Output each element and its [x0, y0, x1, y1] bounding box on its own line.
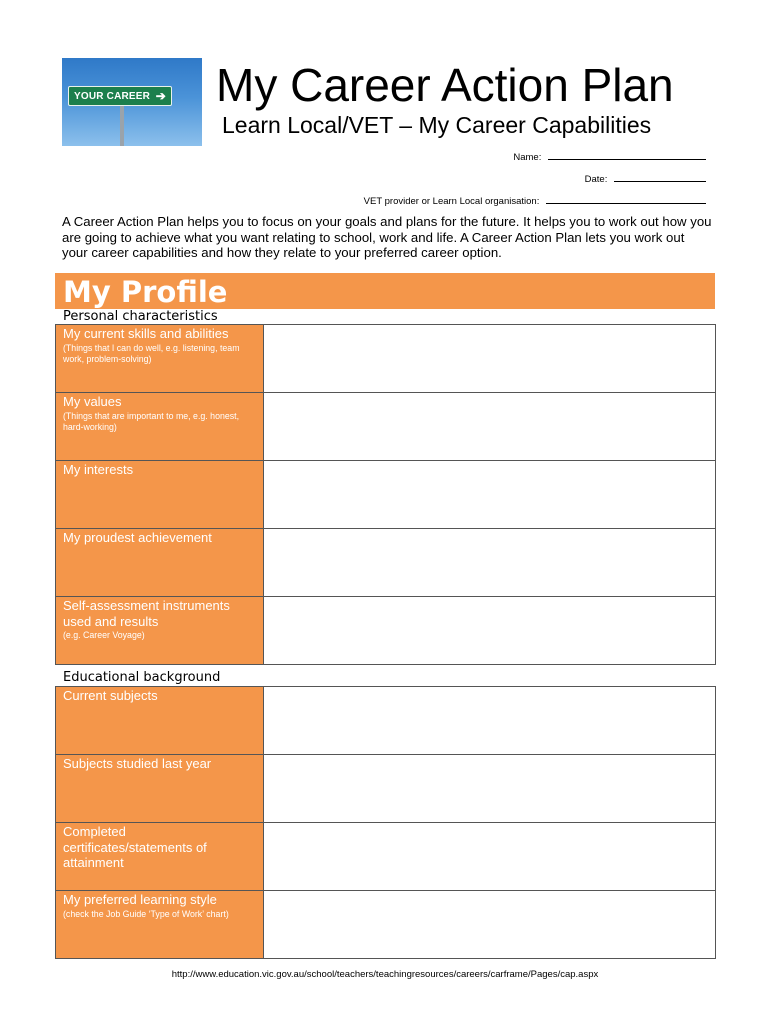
- answer-cell[interactable]: [264, 325, 716, 393]
- sign-text: YOUR CAREER: [74, 91, 151, 102]
- row-label: My preferred learning style: [63, 892, 217, 907]
- answer-cell[interactable]: [264, 891, 716, 959]
- row-label: Current subjects: [63, 688, 158, 703]
- answer-cell[interactable]: [264, 529, 716, 597]
- row-label-cell: [56, 393, 264, 461]
- profile-heading: My Profile: [63, 275, 228, 309]
- profile-banner: [55, 273, 715, 309]
- table-row: [56, 461, 716, 529]
- education-table: [55, 686, 716, 959]
- table-row: [56, 325, 716, 393]
- answer-cell[interactable]: [264, 755, 716, 823]
- row-label-cell: [56, 687, 264, 755]
- table-row: [56, 687, 716, 755]
- row-label: My proudest achievement: [63, 530, 212, 545]
- provider-label: VET provider or Learn Local organisation:: [363, 196, 540, 207]
- date-field[interactable]: [585, 170, 706, 187]
- provider-field[interactable]: [364, 192, 706, 209]
- table-row: [56, 891, 716, 959]
- table-row: [56, 393, 716, 461]
- answer-cell[interactable]: [264, 393, 716, 461]
- table-row: [56, 755, 716, 823]
- answer-cell[interactable]: [264, 823, 716, 891]
- date-line[interactable]: [614, 170, 706, 182]
- row-label: Subjects studied last year: [63, 756, 212, 771]
- footer-url: http://www.education.vic.gov.au/school/teachers/teachingresources/careers/carframe/Pages/cap.aspx: [171, 969, 599, 980]
- answer-cell[interactable]: [264, 597, 716, 665]
- row-hint: (e.g. Career Voyage): [63, 630, 145, 640]
- table-row: [56, 529, 716, 597]
- table-row: [56, 823, 716, 891]
- personal-section-label: Personal characteristics: [63, 309, 218, 324]
- row-label-cell: [56, 755, 264, 823]
- page-subtitle: Learn Local/VET – My Career Capabilities: [222, 112, 652, 138]
- row-hint: (Things that are important to me, e.g. honest, hard-working): [63, 410, 240, 432]
- table-row: [56, 597, 716, 665]
- row-label: Completed certificates/statements of attainment: [63, 824, 207, 870]
- row-label-cell: [56, 529, 264, 597]
- page-title: My Career Action Plan: [216, 59, 674, 111]
- answer-cell[interactable]: [264, 461, 716, 529]
- name-line[interactable]: [548, 148, 706, 160]
- career-sign-image: [62, 58, 202, 146]
- arrow-right-icon: ➔: [155, 89, 166, 103]
- sign-pole: [120, 102, 124, 146]
- sign-plate: [68, 86, 172, 106]
- name-label: Name:: [513, 152, 542, 163]
- row-label: Self-assessment instruments used and results: [63, 598, 230, 629]
- education-section-label: Educational background: [63, 670, 221, 685]
- row-label-cell: [56, 461, 264, 529]
- answer-cell[interactable]: [264, 687, 716, 755]
- row-label: My interests: [63, 462, 134, 477]
- row-label: My values: [63, 394, 122, 409]
- row-label-cell: [56, 597, 264, 665]
- row-label-cell: [56, 823, 264, 891]
- date-label: Date:: [584, 174, 608, 185]
- intro-paragraph: A Career Action Plan helps you to focus on your goals and plans for the future. It helps you to work out how you are going to achieve what you want relating to school, work and life. A Career Action Plan lets you work out your career capabilities and how they relate to your preferred career option.: [62, 214, 712, 260]
- row-label-cell: [56, 325, 264, 393]
- row-hint: (check the Job Guide ‘Type of Work’ chart): [63, 908, 229, 919]
- personal-table: [55, 324, 716, 665]
- row-label: My current skills and abilities: [63, 326, 229, 341]
- row-hint: (Things that I can do well, e.g. listening, team work, problem-solving): [63, 342, 240, 364]
- row-label-cell: [56, 891, 264, 959]
- provider-line[interactable]: [546, 192, 706, 204]
- name-field[interactable]: [513, 148, 706, 165]
